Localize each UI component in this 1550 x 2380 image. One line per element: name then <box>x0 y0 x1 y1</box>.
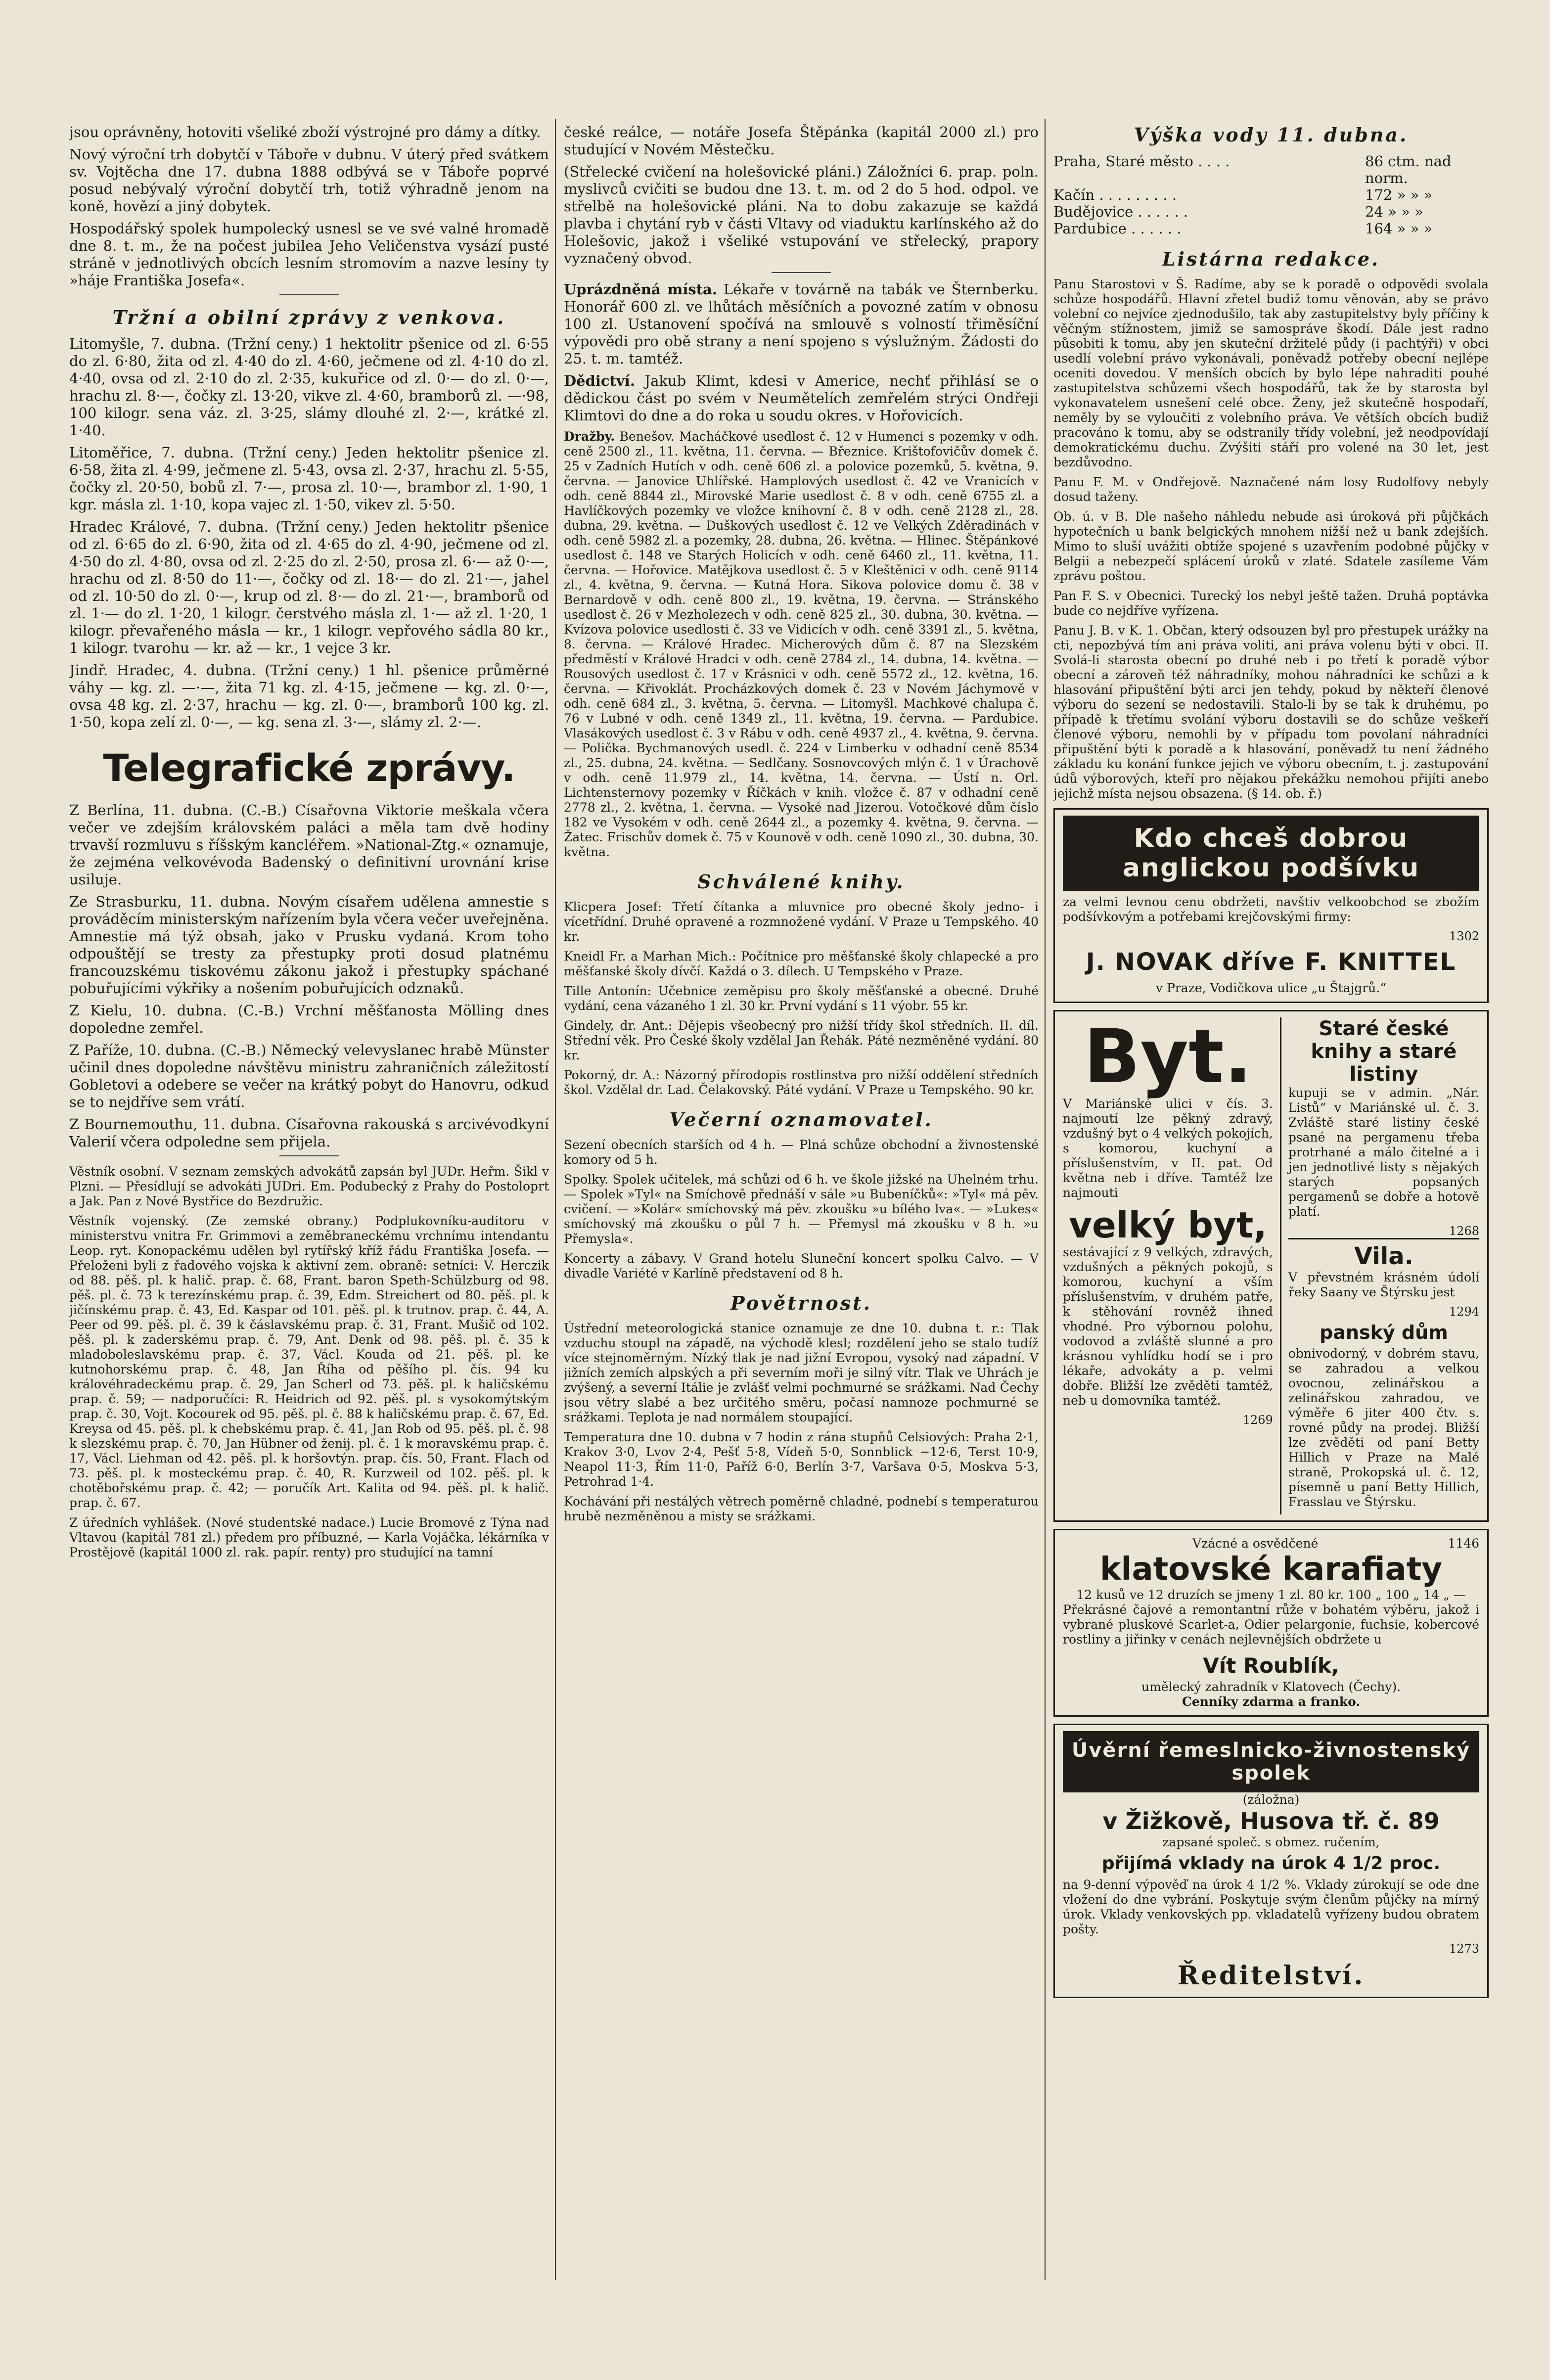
ad-row-byt <box>1053 1010 1489 1522</box>
drazby-text: Benešov. Macháčkové usedlost č. 12 v Humenci s pozemky v odh. ceně 2500 zl., 11. května, 11. června. — Březnice. Krištofovičův domek č. 25 v Zadních Hutích v odh. ceně 606 zl. a polovice pozemků, 5. května, 9. června. — Janovice Uhlířské. Hamplových usedlost č. 42 ve Vranicích v odh. ceně 8844 zl., Mirovské Marie usedlost č. 8 v odh. ceně 6755 zl. a Havlíčkových pozemky ve vložce knihovní č. 8 v odh. ceně 2128 zl., 28. dubna, 29. května. — Duškových usedlost č. 12 ve Velkých Zděradinách v odh. ceně 5982 zl. a pozemky, 28. dubna, 26. května. — Hlinec. Štěpánkové usedlost č. 148 ve Starých Holicích v odh. ceně 6460 zl., 11. května, 11. června. — Hořovice. Matějkova usedlost č. 5 v Kleštěnici v odh. ceně 9114 zl., 4. května, 9. června. — Kutná Hora. Sikova polovice domu č. 38 v Bernardově v odh. ceně 800 zl., 19. května, 19. června. — Stránského usedlost č. 26 v Mezholezech v odh. ceně 825 zl., 30. dubna, 30. května. — Kvízova polovice usedlosti č. 33 ve Vidicích v odh. ceně 3391 zl., 5. května, 8. června. — Králové Hradec. Micherových dům č. 87 na Slezském předměstí v Králové Hradci v odh. ceně 2784 zl., 14. dubna, 14. května. — Rousových usedlost č. 17 v Krásnici v odh. ceně 5572 zl., 12. května, 16. června. — Křivoklát. Procházkových domek č. 23 v Novém Jáchymově v odh. ceně 684 zl., 3. května, 5. června. — Litomyšl. Machkové chalupa č. 76 v Lubné v odh. ceně 1349 zl., 11. května, 19. června. — Pardubice. Vlasákových usedlost č. 3 v Rábu v odh. ceně 4937 zl., 4. května, 9. června. — Polička. Bychmanových usedl. č. 224 v Limberku v odhadní ceně 8534 zl., 25. dubna, 24. května. — Sedlčany. Sosnovcových mlýn č. 1 v Úrachově v odh. ceně 11.979 zl., 14. května, 14. června. — Ústí n. Orl. Lichtensternovy pozemky v Říčkách v knih. vložce č. 87 v odhadní ceně 2778 zl., 2. května, 1. června. — Vysoké nad Jizerou. Votočkové dům číslo 182 ve Vysokém v odh. ceně 2644 zl., a pozemky 4. května, 9. června. — Žatec. Frischův domek č. 75 v Kounově v odh. ceně 1090 zl., 30. dubna, 30. května. <box>564 429 1039 859</box>
column-divider <box>555 119 556 2280</box>
ad-byt-velky: velký byt, <box>1069 1204 1267 1246</box>
book-item: Tille Antonín: Učebnice zeměpisu pro školy měšťanské a obecné. Druhé vydání, cena vázaného 1 zl. 30 kr. První vydání s 11 výobr. 55 kr. <box>564 984 1039 1013</box>
news-paragraph: (Střelecké cvičení na holešovické pláni.) Záložníci 6. prap. poln. myslivců cvičiti se budou dne 13. t. m. od 2 do 5 hod. odpol. ve střelbě na holešovické pláni. Na to dobu zakazuje se každá plavba i chytání ryb v části Vltavy od viaduktu karlínského až do Holešovic, jakož i všeliké vstupování ve střelecký, prapory vyznačený obvod. <box>564 163 1039 267</box>
telegraf-item: Ze Strasburku, 11. dubna. Novým císařem udělena amnestie s prováděcím ministerským nařízením byla včera večer uveřejněna. Amnestie má týž obsah, jako v Prusku vydaná. Krom toho odpouštějí se tresty za přestupky proti dosud platnému francouzskému tiskovému zákonu jakož i přestupky spáchané pobuřujícími výkřiky a nošením pobuřujících odznaků. <box>69 893 549 997</box>
vestnik-item: Věstník osobní. V seznam zemských advokátů zapsán byl JUDr. Heřm. Šikl v Plzni. — Přesídlují se advokáti JUDri. Em. Podubecký z Prahy do Postoloprt a Jak. Pan z Nové Bystřice do Bezdružic. <box>69 1164 549 1208</box>
telegraf-item: Z Bournemouthu, 11. dubna. Císařovna rakouská s arcivévodkyní Valerií včera odpoledne sem přijela. <box>69 1116 549 1150</box>
book-item: Pokorný, dr. A.: Názorný přírodopis rostlinstva pro nižší oddělení středních škol. Vzdělal dr. Lad. Čelakovský. Páté vydání. V Praze u Tempského. 90 kr. <box>564 1068 1039 1097</box>
ad-vila-text: V převstném krásném údolí řeky Saany ve Štýrsku jest <box>1288 1270 1479 1299</box>
listarna-item: Panu J. B. v K. 1. Občan, který odsouzen byl pro přestupek urážky na cti, nepozbývá tím ani práva voliti, ani práva volenu býti v obci. II. Svolá-li starosta obecní po druhé neb i po třetí k poradě výbor obecní a zároveň též náhradníky, mohou náhradníci ke schůzi a k hlasování připuštění býti arci jen tehdy, pokud by někteří členové výboru do sezení se nedostavili. Stalo-li by se tak k druhému, po případě k třetímu svolání výboru dostavili se do schůze veškeří členové výboru, nemohli by v případu tom povolaní náhradníci připuštění býti k poradě a k hlasování, poněvadž tu není žádného základu ku konání funkce jejich ve výboru obecním, t. j. zastupování údů výborových, kteří pro nějakou překážku nemohou přijíti anebo jejichž místa nejsou obsazena. (§ 14. ob. ř.) <box>1053 623 1489 801</box>
ad-spolek-rate: přijímá vklady na úrok 4 1/2 proc. <box>1101 1853 1441 1874</box>
water-value: 164 » » » <box>1365 220 1433 237</box>
section-title-listarna: Listárna redakce. <box>1162 248 1380 270</box>
ad-column-right <box>1280 1017 1479 1514</box>
ad-code: 1294 <box>1449 1305 1479 1319</box>
ad-code: 1273 <box>1449 1942 1479 1956</box>
weather-item: Ústřední meteorologická stanice oznamuje ze dne 10. dubna t. r.: Tlak vzduchu stoupl na západě, na východě klesl; rozdělení jeho se stalo tudíž více stejnoměrným. Nízký tlak je nad jižní Evropou, vysoký nad západní. V jižních zemích alpských a při severním moři je silný vítr. Tlak ve Uhrách je zvýšený, a severní Itálie je zvlášť velmi pochmurné se srážkami. Nad Čechy jsou větry slabé a bez určitého směru, počasí namnoze pochmurné se srážkami. Teplota je nad normálem stoupající. <box>564 1321 1039 1424</box>
section-title-evening: Večerní oznamovatel. <box>669 1108 933 1131</box>
dedictvi-title: Dědictví. <box>564 372 635 389</box>
market-report: Litoměřice, 7. dubna. (Tržní ceny.) Jeden hektolitr pšenice zl. 6·58, žita zl. 4·99, ječmene zl. 5·43, ovsa zl. 2·37, hrachu zl. 5·55, čočky zl. 20·50, bobů zl. 7·—, prosa zl. 10·—, brambor zl. 1·90, 1 kgr. másla zl. 1·10, kopa vajec zl. 1·50, vikev zl. 5·50. <box>69 444 549 513</box>
ad-byt-title: Byt. <box>1084 1014 1252 1100</box>
water-value: 24 » » » <box>1365 203 1423 220</box>
ad-karafiaty <box>1053 1529 1489 1717</box>
ad-spolek-text2: na 9-denní výpověď na úrok 4 1/2 %. Vklady zúrokují se ode dne vložení do dne vybrání. Poskytuje svým členům půjčky na mírný úrok. Vklady venkovských pp. vkladatelů vyřízeny budou obratem pošty. <box>1063 1877 1479 1936</box>
ad-karafiaty-seller2: umělecký zahradník v Klatovech (Čechy). <box>1141 1680 1401 1694</box>
ad-spolek-text1: zapsané společ. s obmez. ručením, <box>1162 1835 1380 1849</box>
ad-podsivka-text: za velmi levnou cenu obdržeti, navštiv velkoobchod se zbožím podšívkovým a potřebami krejčovskými firmy: <box>1063 895 1479 924</box>
ad-podsivka-address: v Praze, Vodičkova ulice „u Štajgrů.“ <box>1155 981 1387 995</box>
ad-karafiaty-toptext: Vzácné a osvědčené <box>1192 1536 1319 1551</box>
market-report: Jindř. Hradec, 4. dubna. (Tržní ceny.) 1 hl. pšenice průměrné váhy — kg. zl. —·—, žita 71 kg. zl. 4·15, ječmene — kg. zl. 0·—, ovsa 48 kg. zl. 2·37, hrachu — kg. zl. 0·—, bramborů 100 kg. zl. 1·50, kopa zelí zl. 0·—, — kg. sena zl. 3·—, slámy zl. 2·—. <box>69 662 549 731</box>
ad-code: 1146 <box>1448 1536 1479 1551</box>
ad-karafiaty-cennik: Cenníky zdarma a franko. <box>1182 1694 1361 1709</box>
ad-code: 1268 <box>1449 1224 1479 1238</box>
column-3 <box>1053 124 1489 2275</box>
separator <box>772 272 831 273</box>
uprazdnena-title: Uprázdněná místa. <box>564 281 717 298</box>
news-paragraph: jsou oprávněny, hotoviti všeliké zboží výstrojné pro dámy a dítky. <box>69 124 541 140</box>
evening-item: Koncerty a zábavy. V Grand hotelu Sluneční koncert spolku Calvo. — V divadle Variété v Karlíně představení od 8 h. <box>564 1251 1039 1281</box>
weather-item: Temperatura dne 10. dubna v 7 hodin z rána stupňů Celsiových: Praha 2·1, Krakov 3·0, Lvov 2·4, Pešť 5·8, Vídeň 5·0, Sonnblick −12·6, Terst 10·9, Neapol 11·3, Řím 11·0, Paříž 6·0, Berlín 3·7, Varšava 0·5, Moskva 5·3, Petrohrad 1·4. <box>564 1430 1039 1489</box>
ad-podsivka-headline: Kdo chceš dobrou anglickou podšívku <box>1063 816 1479 891</box>
vestnik-item: Z úředních vyhlášek. (Nové studentské nadace.) Lucie Bromové z Týna nad Vltavou (kapitál 781 zl.) předem pro příbuzné, — Karla Vojáčka, lékárníka v Prostějově (kapitál 1000 zl. rak. papír. renty) pro studující na tamní <box>69 1515 549 1559</box>
book-item: Gindely, dr. Ant.: Dějepis všeobecný pro nižší třídy škol středních. II. díl. Střední věk. Pro České školy vzdělal Jan Řehák. Páté nezměněné vydání. 80 kr. <box>564 1018 1039 1062</box>
listarna-item: Pan F. S. v Obecnici. Turecký los nebyl ještě tažen. Druhá poptávka bude co nejdříve vyřízena. <box>1053 589 1489 618</box>
book-item: Kneidl Fr. a Marhan Mich.: Počítnice pro měšťanské školy chlapecké a pro měšťanské školy dívčí. Každá o 3. dílech. U Tempského v Praze. <box>564 949 1039 978</box>
vestnik-item: Věstník vojenský. (Ze zemské obrany.) Podplukovníku-auditoru v ministerstvu vnitra Fr. Grimmovi a zeměbraneckému vrchnímu intendantu Leop. ryt. Konopackému udělen byl rytířský kříž řádu Františka Josefa. — Přeloženi byli z řadového vojska k aktivní zem. obraně: setníci: V. Herczik od 88. pěš. pl. k halič. prap. č. 68, Frant. baron Speth-Schülzburg od 98. pěš. pl. č. 73 k terezínskému prap. č. 39, Edm. Streichert od 80. pěš. pl. k jičínskému prap. č. 43, Ed. Kaspar od 101. pěš. pl. k trutnov. prap. č. 44, A. Peer od 99. pěš. pl. č. 39 k čáslavskému prap. č. 31, Frant. Mušič od 102. pěš. pl. k zaderskému prap. č. 79, Ant. Denk od 98. pěš. pl. č. 35 k mladoboleslavskému prap. č. 37, Václ. Kouda od 21. pěš. pl. ke kutnohorskému prap. č. 48, Jan Říha od pěšího pl. čís. 94 ku královéhradeckému prap. č. 29, Jan Scherl od 73. pěš. pl. k haličskému prap. č. 59; — nadporučíci: R. Heidrich od 92. pěš. pl. s vysokomýtským prap. č. 30, Vojt. Kocourek od 95. pěš. pl. č. 88 k haličskému prap. č. 67, Ed. Kreysa od 45. pěš. pl. k chebskému prap. č. 41, Jan Rob od 95. pěš. pl. č. 98 k slezskému prap. č. 70, Jan Hübner od ženij. pl. č. 1 k moravskému prap. č. 17, Václ. Liehman od 42. pěš. pl. k horšovtýn. prap. čís. 50, Frant. Flach od 73. pěš. pl. k mosteckému prap. č. 40, R. Kurzweil od 102. pěš. pl. k chotěbořskému prap. č. 42; — poručík Art. Kalita od 94. pěš. pl. k halič. prap. č. 67. <box>69 1214 549 1510</box>
evening-item: Sezení obecních starších od 4 h. — Plná schůze obchodní a živnostenské komory od 5 h. <box>564 1138 1039 1167</box>
column-divider <box>1045 119 1046 2280</box>
ad-spolek-paren: (záložna) <box>1242 1792 1300 1807</box>
water-place: Praha, Staré město . . . . <box>1053 153 1230 170</box>
column-2 <box>564 124 1039 2275</box>
water-value: 172 » » » <box>1365 186 1433 203</box>
dedictvi <box>564 372 1039 424</box>
separator <box>279 294 339 295</box>
news-paragraph: Nový výroční trh dobytčí v Táboře v dubnu. V úterý před svátkem sv. Vojtěcha dne 17. dubna 1888 odbývá se v Táboře poprvé posud nebývalý výroční dobytčí trh, totiž výhradně jenom na koně, hovězí a jiný dobytek. <box>69 146 549 215</box>
ad-karafiaty-seller: Vít Roublík, <box>1203 1653 1339 1678</box>
ad-vila-title: Vila. <box>1288 1238 1479 1270</box>
ad-byt-text: V Mariánské ulici v čís. 3. najmoutí lze pěkný zdravý, vzdušný byt o 4 velkých pokojích, s komorou, kuchyní a příslušenstvím, v II. pat. Od května neb i dříve. Tamtéž lze najmouti <box>1063 1097 1273 1200</box>
ad-spolek-place: v Žižkově, Husova tř. č. 89 <box>1102 1808 1440 1834</box>
uprazdnena-text: Lékaře v továrně na tabák ve Šternberku. Honorář 600 zl. ve lhůtách měsíčních a povozné zatím v obnosu 100 zl. Ustanovení spočívá na smlouvě s volností třiměsíční výpovědi pro obě strany a není spojeno s výslužným. Žádosti do 25. t. m. tamtéž. <box>564 281 1039 367</box>
ad-spolek-title: Úvěrní řemeslnicko-živnostenský spolek <box>1063 1731 1479 1792</box>
evening-item: Spolky. Spolek učitelek, má schůzi od 6 h. ve škole jižské na Uhelném trhu. — Spolek »Tyl« na Smíchově přednáší v sále »u Bubeníčků«: »Tyl« má pěv. cvičení. — »Kolár« smíchovský má pěv. zkoušku »u bílého lva«. — »Lukes« smíchovský má zkoušku o půl 7 h. — Přemysl má zkoušku v 8 h. »u Přemysla«. <box>564 1172 1039 1246</box>
weather-item: Kochávání při nestálých větrech poměrně chladné, podnebí s temperaturou hrubě nezměněnou a misty se srážkami. <box>564 1494 1039 1523</box>
water-place: Pardubice . . . . . . <box>1053 220 1182 237</box>
water-level-title: Výška vody 11. dubna. <box>1134 124 1409 146</box>
telegraf-item: Z Kielu, 10. dubna. (C.-B.) Vrchní měšťanosta Mölling dnes dopoledne zemřel. <box>69 1002 549 1036</box>
drazby <box>564 429 1039 860</box>
column-1 <box>69 124 549 2275</box>
ad-karafiaty-top <box>1063 1536 1479 1551</box>
ad-spolek <box>1053 1724 1489 1998</box>
ad-code: 1302 <box>1449 929 1479 943</box>
ad-vila-subtitle: panský dům <box>1320 1322 1448 1343</box>
telegraf-item: Z Berlína, 11. dubna. (C.-B.) Císařovna Viktorie meškala včera večer ve zdejším královském paláci a měla tam dvě hodiny trvavší rozmluvu s říšským kancléřem. »National-Ztg.« oznamuje, že zejména velkovévoda Badenský o definitivní urovnání krise usiluje. <box>69 802 549 888</box>
water-level-table <box>1053 153 1489 237</box>
separator <box>279 1155 339 1156</box>
ad-podsivka-name: J. NOVAK dříve F. KNITTEL <box>1086 948 1457 976</box>
water-value: 86 ctm. nad norm. <box>1365 153 1452 186</box>
ad-karafiaty-title: klatovské karafiaty <box>1099 1551 1443 1588</box>
listarna-item: Ob. ú. v B. Dle našeho náhledu nebude asi úroková při půjčkách hypotečních u bank belgických mnohem nižší než u bank zdejších. Mimo to sluší uvážiti obtíže spojené s uzavřením podobné půjčky v Belgii a nebezpečí splácení úroků v zlaté. Sdatele zasíleme Vám zprávu poštou. <box>1053 509 1489 583</box>
water-row <box>1053 203 1489 220</box>
market-report: Hradec Králové, 7. dubna. (Tržní ceny.) Jeden hektolitr pšenice od zl. 6·65 do zl. 6·90, žita od zl. 4·65 do zl. 4·90, ječmene od zl. 4·50 do zl. 4·80, ovsa od zl. 2·25 do zl. 2·50, prosa zl. 6·— až 0·—, hrachu od zl. 8·50 do 11·—, čočky od zl. 18·— do zl. 21·—, jahel od zl. 10·50 do zl. 0·—, krup od zl. 8·— do zl. 21·—, bramborů od zl. 1·— do zl. 1·20, 1 kilogr. čerstvého másla zl. 1·— až zl. 1·20, 1 kilogr. převařeného másla — kr., 1 kilogr. vepřového sádla 80 kr., 1 kilogr. tvarohu — kr. až — kr., 1 vejce 3 kr. <box>69 518 549 656</box>
ad-byt <box>1063 1014 1273 1514</box>
ad-stare-text: kupuji se v admin. „Nár. Listů“ v Mariánské ul. č. 3. Zvláště staré listiny české psané na pergamenu třeba protrhané a málo čitelné a i jen jednotlivé listy s nějakých starých popsaných pergamenů se dobře a hotově platí. <box>1288 1086 1479 1219</box>
water-row <box>1053 153 1489 186</box>
ad-karafiaty-prices: 12 kusů ve 12 druzích se jmeny 1 zl. 80 kr. 100 „ 100 „ 14 „ — <box>1076 1588 1466 1602</box>
section-title-telegraf: Telegrafické zprávy. <box>103 746 515 790</box>
water-place: Budějovice . . . . . . <box>1053 203 1188 220</box>
news-paragraph: české reálce, — notáře Josefa Štěpánka (kapitál 2000 zl.) pro studující v Novém Městečku. <box>564 124 1039 158</box>
ad-byt-text2: sestávající z 9 velkých, zdravých, vzdušných a pěkných pokojů, s komorou, kuchyní a vším příslušenstvím, v druhém patře, k stěhování rovněž ihned vhodné. Pro výbornou polohu, vodovod a zvláště slunné a pro krásnou vyhlídku hodí se i pro lékaře, advokáty a p. velmi dobře. Bližší lze zvěděti tamtéž, neb u domovníka tamtéž. <box>1063 1245 1273 1408</box>
water-row <box>1053 186 1489 203</box>
listarna-item: Panu Starostovi v Š. Radíme, aby se k poradě o odpovědi svolala schůze hospodářů. Hlavní zřetel budiž tomu věnován, aby se právo volební co nejvíce zjednodušilo, tak aby zastupitelstvy byly příčiny k věčným stížnostem, jimiž se samospráve škodí. Dále jest radno působiti k tomu, aby jen skuteční držitelé půdy (i pachtýři) v obci usedlí volební právo vykonávali, poněvadž potřeby obecní nejlépe oceniti dovedou. V menších obcích by bylo lépe nahraditi pouhé zastupitelstva schůzemi všech hospodářů, tak že by starosta byl vykonavatelem usnešení celé obce. Ženy, jež skutečně hospodaří, neměly by se vyloučiti z volebního práva. Ve větších obcích budiž pracováno k tomu, aby se odstranily třídy volební, jež neodpovídají demokratickému duchu. Zvýšiti stáří pro volené na 30 let, jest bezdůvodno. <box>1053 277 1489 469</box>
ad-code: 1269 <box>1242 1413 1273 1427</box>
ad-spolek-sign: Ředitelství. <box>1177 1961 1365 1991</box>
book-item: Klicpera Josef: Třetí čítanka a mluvnice pro obecné školy jedno- i vícetřídní. Druhé opravené a rozmnožené vydání. V Praze u Tempského. 40 kr. <box>564 900 1039 944</box>
ad-podsivka <box>1053 808 1489 1003</box>
section-title-market: Tržní a obilní zprávy z venkova. <box>112 306 506 328</box>
water-row <box>1053 220 1489 237</box>
news-paragraph: Hospodářský spolek humpolecký usnesl se ve své valné hromadě dne 8. t. m., že na počest jubilea Jeho Veličenstva vysází pusté stráně v jednotlivých obcích lesním stromovím a nazve lesíny ty »háje Františka Josefa«. <box>69 220 549 289</box>
water-place: Kačín . . . . . . . . . <box>1053 186 1177 203</box>
telegraf-item: Z Paříže, 10. dubna. (C.-B.) Německý velevyslanec hrabě Münster učinil dnes dopoledne návštěvu ministru zahraničních záležitostí Gobletovi a odebere se večer na krátký pobyt do Hanovru, odkud se to nejdříve sem vrátí. <box>69 1042 549 1110</box>
listarna-item: Panu F. M. v Ondřejově. Naznačené nám losy Rudolfovy nebyly dosud taženy. <box>1053 475 1489 504</box>
drazby-title: Dražby. <box>564 429 615 444</box>
section-title-weather: Povětrnost. <box>730 1292 872 1314</box>
dedictvi-text: Jakub Klimt, kdesi v Americe, nechť přihlásí se o dědickou část po svém v Neumětelích zemřelém strýci Ondřeji Klimtovi do dne a do roka u soudu okres. v Hořovicích. <box>564 372 1039 424</box>
ad-karafiaty-text: Překrásné čajové a remontantní růže v bohatém výběru, jakož i vybrané pluskové Scarlet-a, Odier pelargonie, fuchsie, kobercové rostliny a jiřinky v cenách nejlevnějších obdržete u <box>1063 1602 1479 1647</box>
ad-vila-text2: obnivodorný, v dobrém stavu, se zahradou a velkou ovocnou, zelinářskou a zelinářskou zahradou, ve výměře 6 jiter 400 čtv. s. rovné půdy na prodej. Bližší lze zvěděti od paní Betty Hillich v Praze na Malé straně, Prokopská ul. č. 12, písemně u paní Betty Hillich, Frasslau ve Štýrsku. <box>1288 1346 1479 1509</box>
market-report: Litomyšle, 7. dubna. (Tržní ceny.) 1 hektolitr pšenice od zl. 6·55 do zl. 6·80, žita od zl. 4·40 do zl. 4·60, ječmene od zl. 4·10 do zl. 4·40, ovsa od zl. 2·10 do zl. 2·35, kukuřice od zl. 0·— do zl. 0·—, hrachu zl. 8·—, čočky zl. 13·20, vikve zl. 4·60, bramborů zl. —·98, 100 kilogr. sena váz. zl. 3·25, slámy dlouhé zl. 2·—, krátké zl. 1·40. <box>69 335 549 439</box>
ad-stare-title: Staré české knihy a staré listiny <box>1311 1017 1457 1086</box>
section-title-books: Schválené knihy. <box>697 870 905 893</box>
uprazdnena-mista <box>564 281 1039 367</box>
